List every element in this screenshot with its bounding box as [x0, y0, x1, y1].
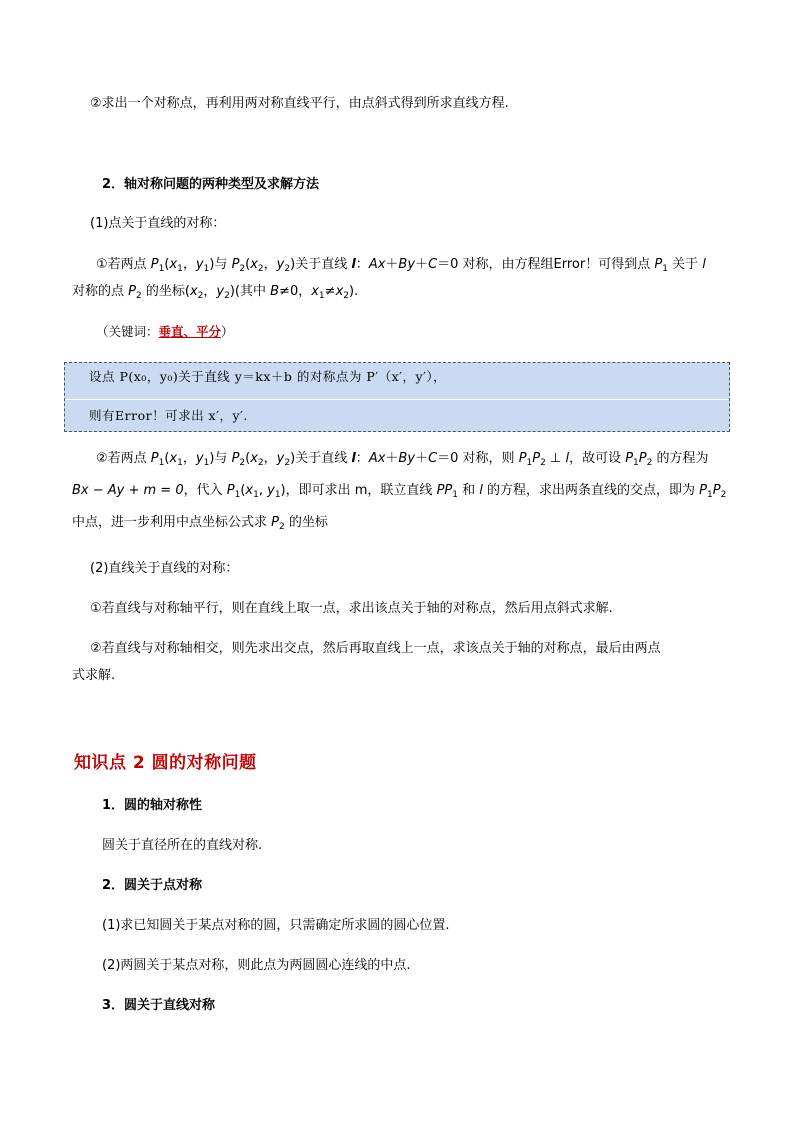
- point-symmetry-para-2: ②若两点 $P_1(x_1$，$y_1$)与 $P_2(x_2$，$y_2$)关于直线 l：Ax＋By＋C＝0 对称，则 $P_1P_2$ ⊥ l，故可设 $P_1P_2$ 的方程为: [96, 451, 709, 468]
- circle-heading-3: 3．圆关于直线对称: [102, 998, 216, 1013]
- circle-text-1: 圆关于直径所在的直线对称.: [102, 838, 263, 853]
- keywords-note: （关键词：垂直、平分）: [96, 324, 234, 339]
- circle-heading-1: 1．圆的轴对称性: [102, 798, 203, 813]
- keywords-highlight: 垂直、平分: [158, 324, 222, 339]
- note-line-1: 设点 P(x₀，y₀)关于直线 y＝kx＋b 的对称点为 P′（x′，y′），: [89, 369, 447, 384]
- point-symmetry-para-1: ①若两点 $P_1(x_1$，$y_1$)与 $P_2(x_2$，$y_2$)关于直线 l：Ax＋By＋C＝0 对称，由方程组Error！可得到点 $P_1$ 关于 l: [96, 257, 706, 274]
- method-step-2: ②求出一个对称点，再利用两对称直线平行，由点斜式得到所求直线方程.: [90, 96, 509, 111]
- line-symmetry-parallel: ①若直线与对称轴平行，则在直线上取一点，求出该点关于轴的对称点，然后用点斜式求解.: [90, 601, 613, 616]
- subsection-heading-2: 2．轴对称问题的两种类型及求解方法: [102, 177, 320, 192]
- section-heading-circle-symmetry: 知识点 2 圆的对称问题: [74, 753, 257, 773]
- subsection-point-line: (1)点关于直线的对称：: [90, 216, 226, 231]
- point-symmetry-para-2-end: 中点，进一步利用中点坐标公式求 $P_2$ 的坐标: [72, 515, 328, 532]
- circle-text-2: (1)求已知圆关于某点对称的圆，只需确定所求圆的圆心位置.: [102, 918, 450, 933]
- line-symmetry-intersect: ②若直线与对称轴相交，则先求出交点，然后再取直线上一点，求该点关于轴的对称点，最后由两点: [90, 641, 661, 656]
- line-symmetry-intersect-cont: 式求解.: [72, 668, 116, 683]
- circle-text-3: (2)两圆关于某点对称，则此点为两圆圆心连线的中点.: [102, 958, 411, 973]
- note-line-2: 则有Error！可求出 x′，y′.: [89, 408, 248, 423]
- subsection-line-line: (2)直线关于直线的对称：: [90, 561, 239, 576]
- circle-heading-2: 2．圆关于点对称: [102, 878, 203, 893]
- note-box: [64, 362, 730, 432]
- point-symmetry-para-2-cont: Bx − Ay + m = 0，代入 $P_1(x_1$, $y_1$)，即可求出 m，联立直线 $PP_1$ 和 l 的方程，求出两条直线的交点，即为 $P_1P_2$: [72, 483, 727, 500]
- point-symmetry-para-1-cont: 对称的点 $P_2$ 的坐标($x_2$，$y_2$)(其中 B≠0，$x_1\ne x_2$).: [72, 284, 359, 301]
